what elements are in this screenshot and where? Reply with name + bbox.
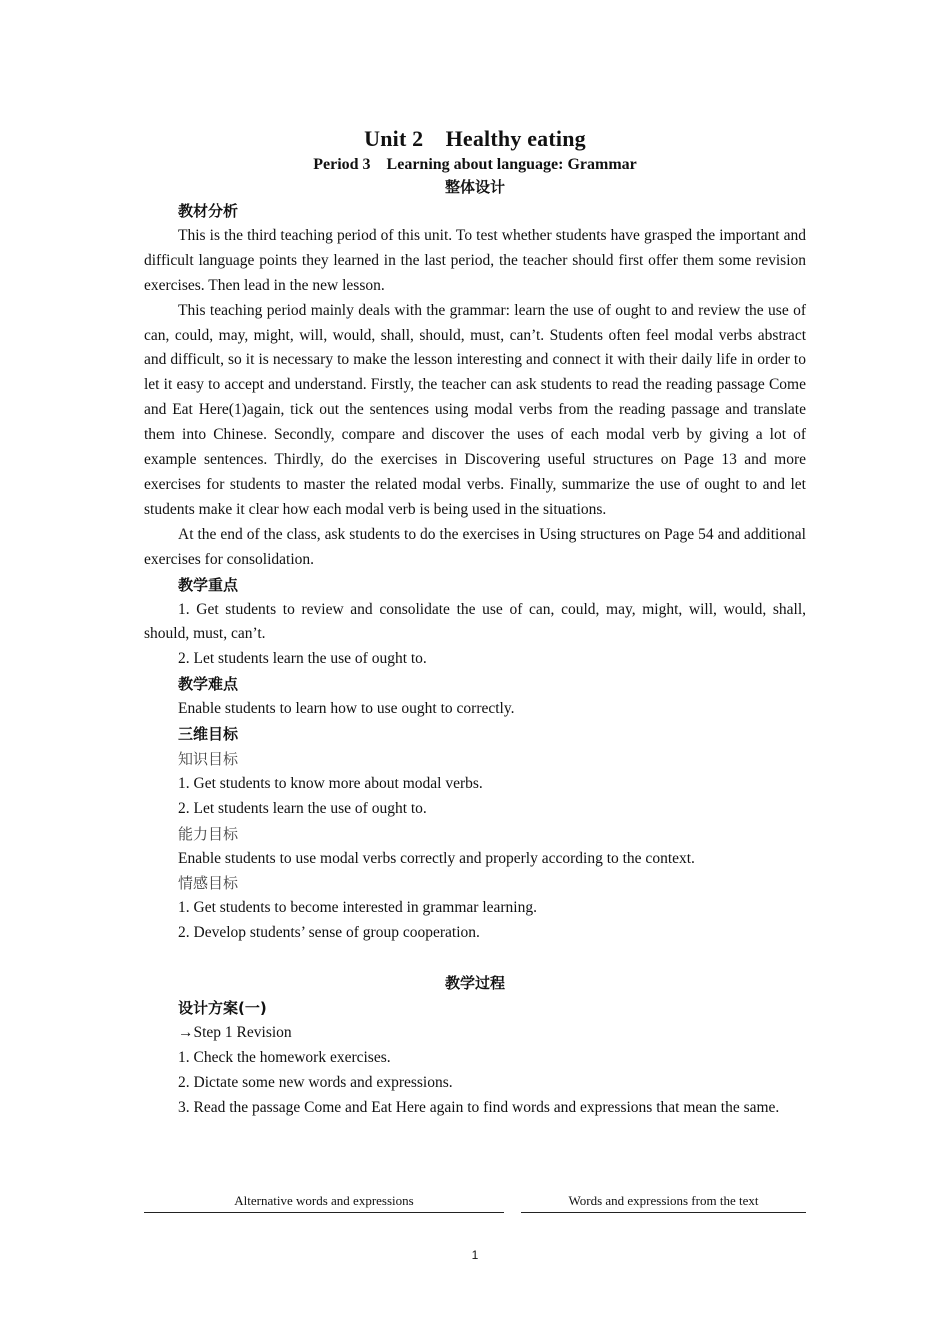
table-header-from-text: Words and expressions from the text [521, 1193, 806, 1213]
key-point-2: 2. Let students learn the use of ought to. [178, 650, 427, 668]
knowledge-goal-1: 1. Get students to know more about modal verbs. [178, 774, 483, 792]
table-column-1 [144, 1193, 504, 1213]
key-point-1: 1. Get students to review and consolidate the use of can, could, may, might, will, would, shall, should, must, can’t. [144, 600, 806, 643]
step-1-item-1: 1. Check the homework exercises. [178, 1048, 391, 1066]
emotion-goal-1: 1. Get students to become interested in grammar learning. [178, 899, 537, 917]
step-1-item-3: 3. Read the passage Come and Eat Here again to find words and expressions that mean the same. [178, 1098, 780, 1116]
overall-design-heading: 整体设计 [444, 178, 505, 196]
design-plan-heading: 设计方案(一) [178, 998, 267, 1017]
emotion-goals-heading: 情感目标 [178, 874, 239, 893]
document-body [144, 199, 806, 1121]
analysis-heading: 教材分析 [178, 202, 239, 220]
table-header-alternative: Alternative words and expressions [144, 1193, 504, 1213]
goals-heading: 三维目标 [178, 725, 239, 744]
difficult-point-1: Enable students to learn how to use ought to correctly. [178, 700, 515, 718]
blank-line [144, 946, 806, 971]
key-points-heading: 教学重点 [178, 575, 239, 594]
knowledge-goals-heading: 知识目标 [178, 749, 239, 768]
step-1-revision: →Step 1 Revision [178, 1023, 292, 1041]
page-number: 1 [471, 1248, 479, 1262]
knowledge-goal-2: 2. Let students learn the use of ought to. [178, 799, 427, 817]
step-1-item-2: 2. Dictate some new words and expressions. [178, 1073, 453, 1091]
analysis-paragraph-1: This is the third teaching period of this unit. To test whether students have grasped the important and difficult language points they learned in the last period, the teacher should first offer them some revision exercises. Then lead in the new lesson. [144, 226, 806, 294]
emotion-goal-2: 2. Develop students’ sense of group cooperation. [178, 924, 480, 942]
analysis-paragraph-2: This teaching period mainly deals with the grammar: learn the use of ought to and review the use of can, could, may, might, will, would, shall, should, must, can’t. Students often feel modal verbs abstract and difficult, so it is necessary to make the lesson interesting and connect it with their daily life in order to let it easy to accept and understand. Firstly, the teacher can ask students to read the reading passage Come and Eat Here(1)again, tick out the sentences using modal verbs from the reading passage and translate them into Chinese. Secondly, compare and discover the uses of each modal verb by giving a lot of example sentences. Thirdly, do the exercises in Discovering useful structures on Page 13 and more exercises for students to master the related modal verbs. Finally, summarize the use of ought to and let students make it clear how each modal verb is being used in the situations. [144, 301, 806, 518]
difficult-points-heading: 教学难点 [178, 675, 239, 694]
analysis-paragraph-3: At the end of the class, ask students to do the exercises in Using structures on Page 54 and additional exercises for consolidation. [144, 525, 806, 568]
table-column-2 [521, 1193, 806, 1213]
period-subtitle: Period 3 Learning about language: Grammar [313, 156, 637, 173]
ability-goals-heading: 能力目标 [178, 824, 239, 843]
ability-goal-1: Enable students to use modal verbs correctly and properly according to the context. [178, 849, 695, 867]
teaching-process-heading: 教学过程 [444, 974, 505, 993]
unit-title: Unit 2 Healthy eating [364, 126, 586, 151]
